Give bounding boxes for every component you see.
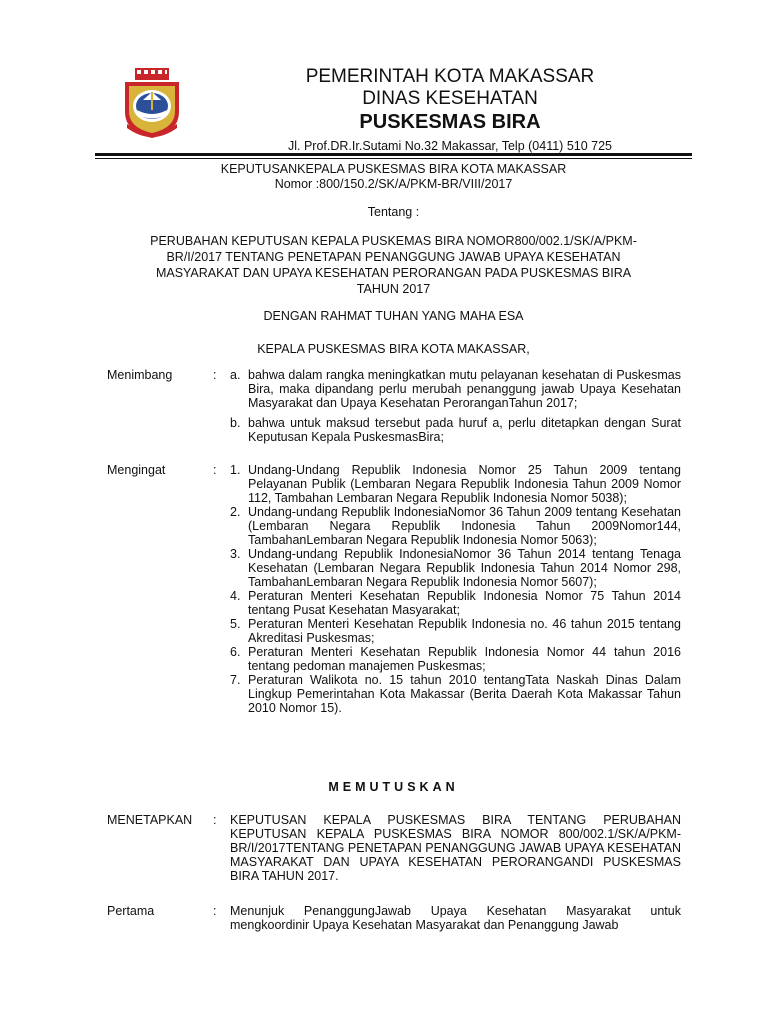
- menimbang-colon: :: [213, 368, 217, 382]
- mengingat-label: Mengingat: [107, 463, 166, 477]
- list-item: 1. Undang-Undang Republik Indonesia Nomor 25 Tahun 2009 tentang Pelayanan Publik (Lembaran Negara Republik Indonesia Tahun 2009 Nomor 112, Tambahan Lembaran Negara Republik Indonesia Nomor 5038);: [230, 463, 681, 505]
- decree-subject: [95, 233, 692, 297]
- letterhead-address: Jl. Prof.DR.Ir.Sutami No.32 Makassar, Telp (0411) 510 725: [288, 139, 612, 153]
- menetapkan-text: KEPUTUSAN KEPALA PUSKESMAS BIRA TENTANG PERUBAHAN KEPUTUSAN KEPALA PUSKESMAS BIRA NOMOR 800/002.1/SK/A/PKM-BR/I/2017TENTANG PENETAPAN PENANGGUNG JAWAB UPAYA KESEHATAN MASYARAKAT DAN UPAYA KESEHATAN PERORANGANDI PUSKESMAS BIRA TAHUN 2017.: [230, 813, 681, 883]
- list-item: 6. Peraturan Menteri Kesehatan Republik Indonesia Nomor 44 tahun 2016 tentang pedoman manajemen Puskesmas;: [230, 645, 681, 673]
- decree-subject-line: MASYARAKAT DAN UPAYA KESEHATAN PERORANGAN PADA PUSKESMAS BIRA: [155, 266, 632, 280]
- pertama-text: Menunjuk PenanggungJawab Upaya Kesehatan Masyarakat untuk mengkoordinir Upaya Kesehatan Masyarakat dan Penanggung Jawab: [230, 904, 681, 932]
- decree-title: KEPUTUSANKEPALA PUSKESMAS BIRA KOTA MAKASSAR: [220, 162, 567, 176]
- makassar-emblem-icon: [119, 66, 185, 140]
- list-item: b. bahwa untuk maksud tersebut pada huruf a, perlu ditetapkan dengan Surat Keputusan Kepala PuskesmasBira;: [230, 416, 681, 444]
- list-item: 3. Undang-undang Republik IndonesiaNomor 36 Tahun 2014 tentang Tenaga Kesehatan (Lembaran Negara Republik Indonesia Tahun 2014 Nomor 298, TambahanLembaran Negara Republik Indonesia Nomor 5607);: [230, 547, 681, 589]
- menetapkan-colon: :: [213, 813, 217, 827]
- menimbang-list: [230, 368, 681, 444]
- decree-title-block: [95, 162, 692, 192]
- decree-number: Nomor :800/150.2/SK/A/PKM-BR/VIII/2017: [274, 177, 513, 191]
- letterhead-divider-thin: [95, 158, 692, 159]
- invocation: DENGAN RAHMAT TUHAN YANG MAHA ESA: [263, 309, 524, 323]
- decree-subject-line: TAHUN 2017: [356, 282, 431, 296]
- list-item: 7. Peraturan Walikota no. 15 tahun 2010 tentangTata Naskah Dinas Dalam Lingkup Pemerintahan Kota Makassar (Berita Daerah Kota Makassar Tahun 2010 Nomor 15).: [230, 673, 681, 715]
- pertama-label: Pertama: [107, 904, 155, 918]
- decree-subject-line: PERUBAHAN KEPUTUSAN KEPALA PUSKEMAS BIRA NOMOR800/002.1/SK/A/PKM-: [150, 234, 637, 248]
- mengingat-list: [230, 463, 681, 715]
- mengingat-colon: :: [213, 463, 217, 477]
- pertama-colon: :: [213, 904, 217, 918]
- list-item: 4. Peraturan Menteri Kesehatan Republik Indonesia Nomor 75 Tahun 2014 tentang Pusat Kesehatan Masyarakat;: [230, 589, 681, 617]
- memutuskan-heading: MEMUTUSKAN: [328, 780, 459, 794]
- issuer: KEPALA PUSKESMAS BIRA KOTA MAKASSAR,: [257, 342, 530, 356]
- letterhead-divider: [95, 153, 692, 156]
- menimbang-label: Menimbang: [107, 368, 173, 382]
- letterhead-government: PEMERINTAH KOTA MAKASSAR: [305, 66, 595, 87]
- list-item: 2. Undang-undang Republik IndonesiaNomor 36 Tahun 2009 tentang Kesehatan (Lembaran Negara Republik Indonesia Tahun 2009Nomor144, TambahanLembaran Negara Republik Indonesia Nomor 5063);: [230, 505, 681, 547]
- list-item: 5. Peraturan Menteri Kesehatan Republik Indonesia no. 46 tahun 2015 tentang Akreditasi Puskesmas;: [230, 617, 681, 645]
- letterhead: [200, 66, 700, 154]
- decree-subject-line: BR/I/2017 TENTANG PENETAPAN PENANGGUNG JAWAB UPAYA KESEHATAN: [166, 250, 621, 264]
- letterhead-department: DINAS KESEHATAN: [362, 88, 538, 109]
- menetapkan-label: MENETAPKAN: [107, 813, 193, 827]
- list-item: a. bahwa dalam rangka meningkatkan mutu pelayanan kesehatan di Puskesmas Bira, maka dipandang perlu merubah penanggung jawab Upaya Kesehatan Masyarakat dan Upaya Kesehatan PeroranganTahun 2017;: [230, 368, 681, 410]
- letterhead-puskesmas: PUSKESMAS BIRA: [359, 111, 541, 133]
- tentang-label: Tentang :: [367, 205, 420, 219]
